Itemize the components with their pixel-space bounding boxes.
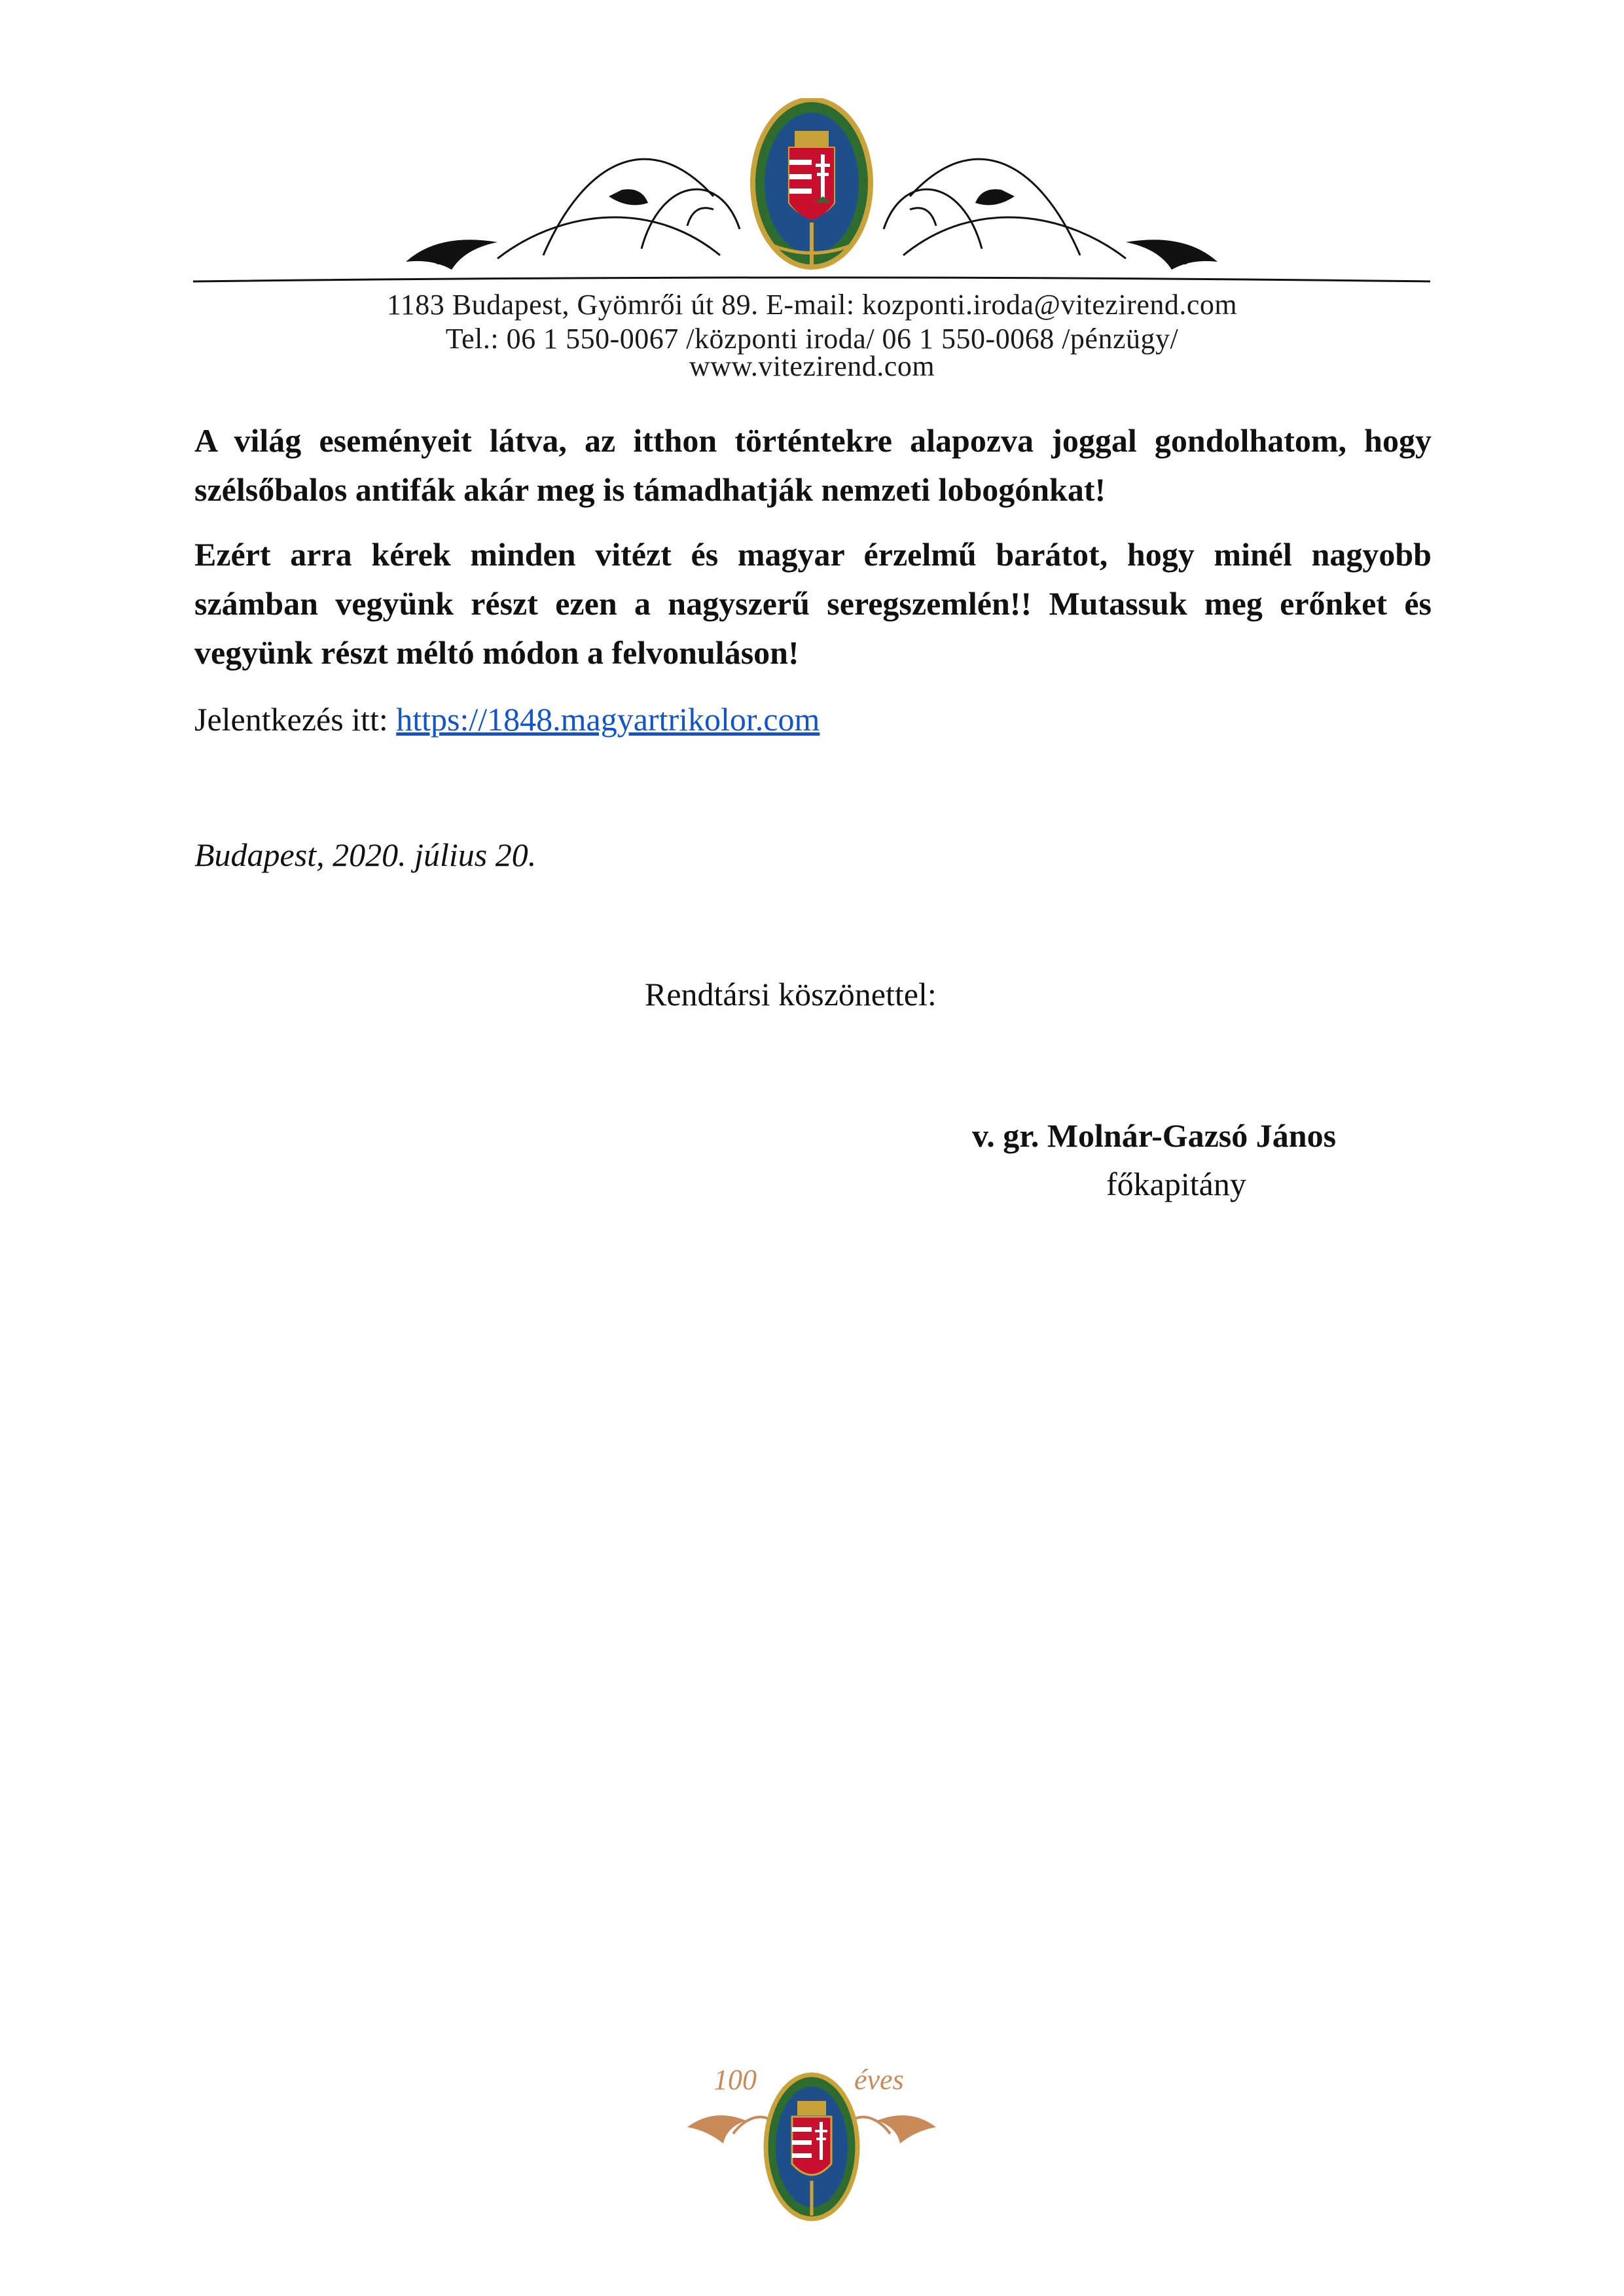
letterhead-address: 1183 Budapest, Gyömrői út 89. E-mail: kozponti.iroda@vitezirend.com xyxy=(386,289,1238,321)
coat-of-arms-icon xyxy=(753,99,871,267)
coat-of-arms-icon xyxy=(766,2075,857,2219)
signer-title: főkapitány xyxy=(1106,1166,1246,1202)
letterhead-ornament xyxy=(190,98,1434,295)
letterhead-phone: Tel.: 06 1 550-0067 /központi iroda/ 06 1 550-0068 /pénzügy/ xyxy=(445,323,1179,355)
footer-anniversary-emblem xyxy=(668,2029,956,2238)
body-paragraph-1: A világ eseményeit látva, az itthon történtekre alapozva joggal gondolhatom, hogy szélsőbalos antifák akár meg is támadhatják nemzeti lobogónkat! xyxy=(194,422,1432,508)
date-line: Budapest, 2020. július 20. xyxy=(194,836,537,873)
badge-text-right: éves xyxy=(854,2064,904,2096)
letterhead xyxy=(0,0,1624,393)
letterhead-website: www.vitezirend.com xyxy=(689,350,935,382)
ornament-flourish-left xyxy=(406,240,497,270)
badge-text-left: 100 xyxy=(713,2064,757,2096)
signup-link[interactable]: https://1848.magyartrikolor.com xyxy=(396,701,820,738)
closing-line: Rendtársi köszönettel: xyxy=(645,976,937,1013)
signup-label: Jelentkezés itt: xyxy=(194,701,397,738)
signer-name: v. gr. Molnár-Gazsó János xyxy=(972,1117,1337,1154)
ornament-rule xyxy=(193,278,1430,281)
body-paragraph-2: Ezért arra kérek minden vitézt és magyar érzelmű barátot, hogy minél nagyobb számban vegyünk részt ezen a nagyszerű seregszemlén!! Mutassuk meg erőnket és vegyünk részt méltó módon a felvonuláson! xyxy=(194,536,1432,671)
ornament-flourish-right xyxy=(1126,240,1218,270)
signup-line xyxy=(194,695,820,744)
